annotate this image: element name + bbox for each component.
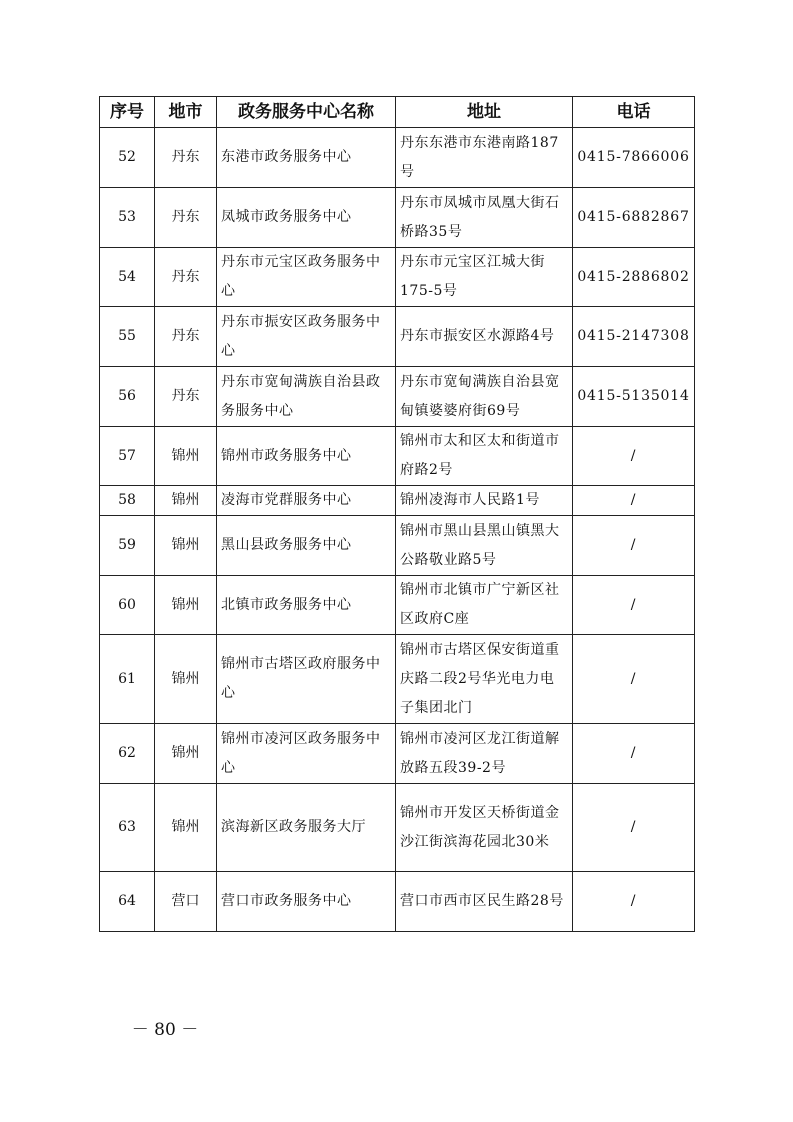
- cell-phone: 0415-2886802: [573, 248, 695, 307]
- cell-phone: /: [573, 872, 695, 932]
- header-center-name: 政务服务中心名称: [217, 97, 396, 128]
- header-city: 地市: [155, 97, 217, 128]
- table-row: [100, 872, 695, 932]
- cell-center-name: 丹东市宽甸满族自治县政务服务中心: [217, 367, 396, 427]
- cell-serial: 52: [100, 128, 155, 188]
- cell-phone: /: [573, 784, 695, 872]
- cell-city: 锦州: [155, 427, 217, 486]
- cell-serial: 57: [100, 427, 155, 486]
- cell-address: 丹东东港市东港南路187号: [396, 128, 573, 188]
- cell-phone: /: [573, 635, 695, 724]
- cell-address: 锦州凌海市人民路1号: [396, 486, 573, 516]
- cell-address: 丹东市振安区水源路4号: [396, 307, 573, 367]
- cell-center-name: 凌海市党群服务中心: [217, 486, 396, 516]
- cell-phone: 0415-6882867: [573, 188, 695, 248]
- cell-address: 锦州市太和区太和街道市府路2号: [396, 427, 573, 486]
- cell-city: 丹东: [155, 128, 217, 188]
- cell-serial: 64: [100, 872, 155, 932]
- cell-city: 锦州: [155, 516, 217, 576]
- cell-city: 锦州: [155, 724, 217, 784]
- cell-phone: /: [573, 427, 695, 486]
- cell-center-name: 北镇市政务服务中心: [217, 576, 396, 635]
- cell-center-name: 凤城市政务服务中心: [217, 188, 396, 248]
- cell-serial: 61: [100, 635, 155, 724]
- cell-serial: 56: [100, 367, 155, 427]
- cell-city: 丹东: [155, 367, 217, 427]
- cell-phone: /: [573, 724, 695, 784]
- cell-center-name: 丹东市振安区政务服务中心: [217, 307, 396, 367]
- table-header-row: [100, 97, 695, 128]
- cell-serial: 55: [100, 307, 155, 367]
- table-row: [100, 516, 695, 576]
- service-center-table: [99, 96, 695, 932]
- cell-city: 丹东: [155, 307, 217, 367]
- cell-address: 丹东市元宝区江城大街175-5号: [396, 248, 573, 307]
- cell-address: 丹东市凤城市凤凰大街石桥路35号: [396, 188, 573, 248]
- cell-address: 锦州市黑山县黑山镇黑大公路敬业路5号: [396, 516, 573, 576]
- cell-phone: 0415-7866006: [573, 128, 695, 188]
- cell-serial: 63: [100, 784, 155, 872]
- table-row: [100, 724, 695, 784]
- cell-center-name: 丹东市元宝区政务服务中心: [217, 248, 396, 307]
- table-row: [100, 367, 695, 427]
- cell-serial: 58: [100, 486, 155, 516]
- table-row: [100, 576, 695, 635]
- cell-city: 丹东: [155, 248, 217, 307]
- cell-city: 锦州: [155, 576, 217, 635]
- cell-serial: 59: [100, 516, 155, 576]
- cell-serial: 62: [100, 724, 155, 784]
- header-serial: 序号: [100, 97, 155, 128]
- cell-address: 锦州市古塔区保安街道重庆路二段2号华光电力电子集团北门: [396, 635, 573, 724]
- cell-address: 锦州市北镇市广宁新区社区政府C座: [396, 576, 573, 635]
- cell-serial: 60: [100, 576, 155, 635]
- cell-phone: 0415-5135014: [573, 367, 695, 427]
- cell-phone: /: [573, 576, 695, 635]
- cell-center-name: 锦州市政务服务中心: [217, 427, 396, 486]
- cell-center-name: 锦州市古塔区政府服务中心: [217, 635, 396, 724]
- cell-city: 锦州: [155, 486, 217, 516]
- cell-center-name: 东港市政务服务中心: [217, 128, 396, 188]
- cell-phone: /: [573, 486, 695, 516]
- cell-city: 营口: [155, 872, 217, 932]
- cell-city: 锦州: [155, 635, 217, 724]
- table-row: [100, 486, 695, 516]
- cell-serial: 53: [100, 188, 155, 248]
- table-row: [100, 635, 695, 724]
- cell-city: 丹东: [155, 188, 217, 248]
- cell-address: 锦州市开发区天桥街道金沙江街滨海花园北30米: [396, 784, 573, 872]
- header-address: 地址: [396, 97, 573, 128]
- cell-address: 营口市西市区民生路28号: [396, 872, 573, 932]
- table-row: [100, 128, 695, 188]
- page-number: － 80 －: [131, 1020, 199, 1040]
- table-row: [100, 307, 695, 367]
- cell-serial: 54: [100, 248, 155, 307]
- table-row: [100, 188, 695, 248]
- cell-phone: 0415-2147308: [573, 307, 695, 367]
- table-row: [100, 427, 695, 486]
- cell-center-name: 锦州市凌河区政务服务中心: [217, 724, 396, 784]
- cell-center-name: 黑山县政务服务中心: [217, 516, 396, 576]
- table-row: [100, 784, 695, 872]
- cell-address: 锦州市凌河区龙江街道解放路五段39-2号: [396, 724, 573, 784]
- cell-address: 丹东市宽甸满族自治县宽甸镇婆婆府街69号: [396, 367, 573, 427]
- cell-city: 锦州: [155, 784, 217, 872]
- cell-center-name: 滨海新区政务服务大厅: [217, 784, 396, 872]
- cell-phone: /: [573, 516, 695, 576]
- cell-center-name: 营口市政务服务中心: [217, 872, 396, 932]
- header-phone: 电话: [573, 97, 695, 128]
- table-row: [100, 248, 695, 307]
